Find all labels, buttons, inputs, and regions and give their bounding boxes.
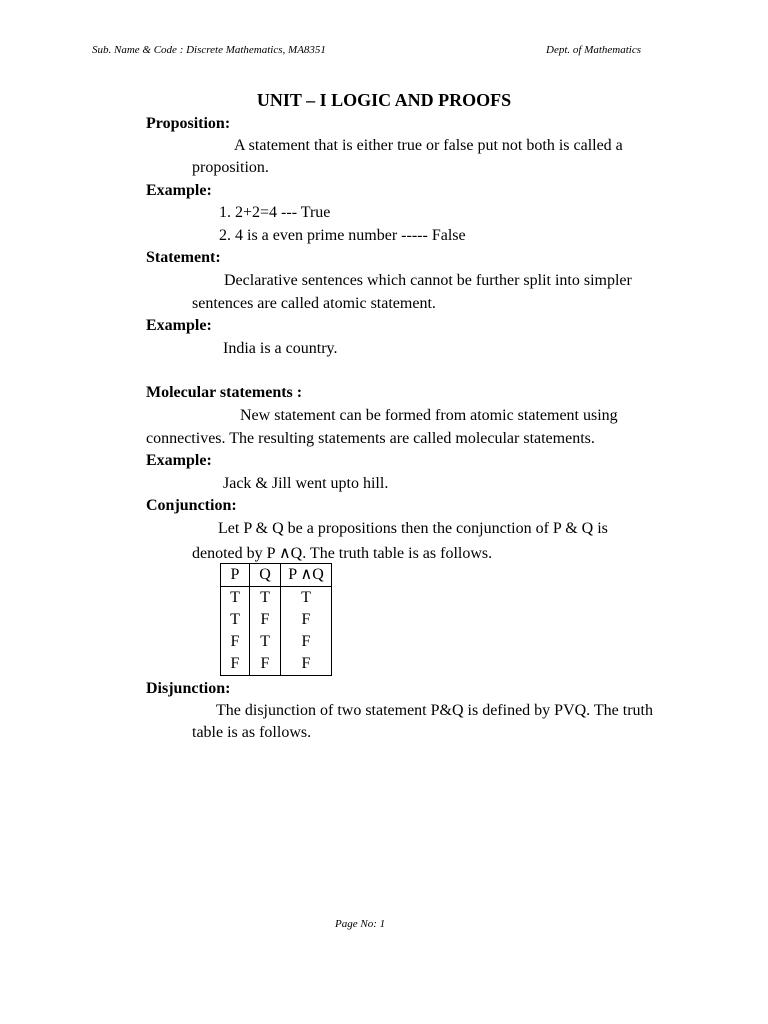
page-header-left: Sub. Name & Code : Discrete Mathematics, MA8351 — [92, 44, 326, 56]
truth-table-cell: F — [221, 631, 250, 653]
truth-table-cell: T — [281, 587, 332, 610]
truth-table-header-row — [221, 564, 332, 587]
truth-table-row — [221, 587, 332, 610]
truth-table-header-q: Q — [250, 564, 281, 587]
proposition-text-line1: A statement that is either true or false put not both is called a — [234, 137, 623, 154]
molecular-heading: Molecular statements : — [146, 384, 303, 401]
truth-table-cell: F — [281, 609, 332, 631]
molecular-text-line1: New statement can be formed from atomic statement using — [240, 407, 618, 424]
truth-table-header-p-and-q: P ∧Q — [281, 564, 332, 587]
conjunction-truth-table — [220, 563, 332, 676]
truth-table-cell: F — [250, 653, 281, 676]
page-header-right: Dept. of Mathematics — [546, 44, 642, 56]
truth-table-cell: T — [250, 587, 281, 610]
truth-table-header-p: P — [221, 564, 250, 587]
truth-table-cell: T — [221, 609, 250, 631]
example1-heading: Example: — [146, 182, 212, 199]
truth-table-row — [221, 653, 332, 676]
truth-table-row — [221, 609, 332, 631]
disjunction-heading: Disjunction: — [146, 680, 231, 697]
conjunction-heading: Conjunction: — [146, 497, 237, 514]
statement-text-line2: sentences are called atomic statement. — [192, 295, 436, 312]
truth-table-cell: F — [281, 653, 332, 676]
example2-text: India is a country. — [223, 340, 338, 357]
example3-text: Jack & Jill went upto hill. — [223, 475, 389, 492]
disjunction-text-line1: The disjunction of two statement P&Q is defined by PVQ. The truth — [216, 702, 653, 719]
example3-heading: Example: — [146, 452, 212, 469]
proposition-text-line2: proposition. — [192, 159, 269, 176]
example1-item-1: 1. 2+2=4 --- True — [219, 204, 331, 221]
disjunction-text-line2: table is as follows. — [192, 724, 312, 741]
truth-table-row — [221, 631, 332, 653]
statement-heading: Statement: — [146, 249, 221, 266]
truth-table-cell: T — [250, 631, 281, 653]
proposition-heading: Proposition: — [146, 115, 231, 132]
page-title: UNIT – I LOGIC AND PROOFS — [256, 90, 512, 110]
conjunction-text-line1: Let P & Q be a propositions then the conjunction of P & Q is — [218, 520, 608, 537]
example2-heading: Example: — [146, 317, 212, 334]
molecular-text-line2: connectives. The resulting statements are called molecular statements. — [146, 430, 595, 447]
example1-item-2: 2. 4 is a even prime number ----- False — [219, 227, 466, 244]
truth-table-cell: T — [221, 587, 250, 610]
conjunction-text-line2: denoted by P ∧Q. The truth table is as follows. — [192, 545, 493, 562]
truth-table-cell: F — [250, 609, 281, 631]
truth-table-cell: F — [221, 653, 250, 676]
truth-table-cell: F — [281, 631, 332, 653]
statement-text-line1: Declarative sentences which cannot be further split into simpler — [224, 272, 632, 289]
page-footer: Page No: 1 — [335, 918, 386, 930]
